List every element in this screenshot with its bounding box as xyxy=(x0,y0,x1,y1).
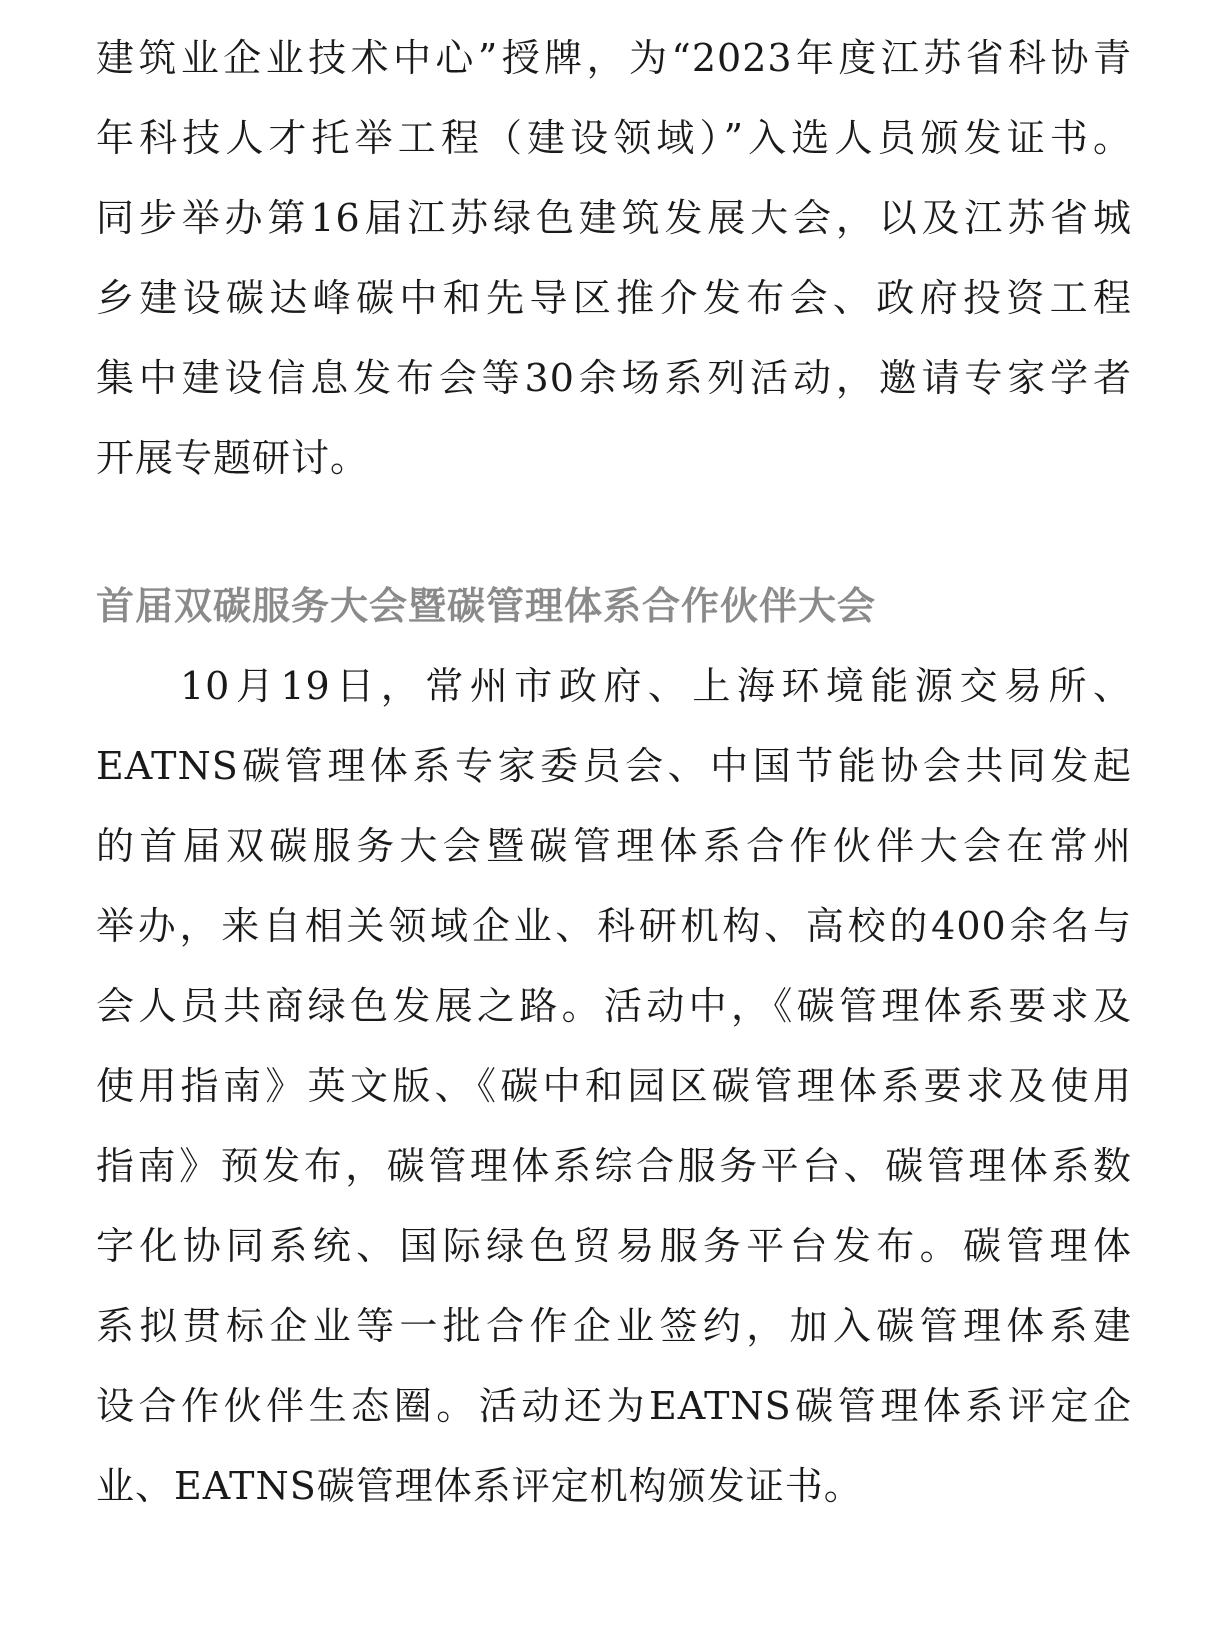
text-line: 使用指南》英文版、《碳中和园区碳管理体系要求及使用 xyxy=(96,1064,1132,1108)
text-line: 设合作伙伴生态圈。活动还为EATNS碳管理体系评定企 xyxy=(96,1384,1132,1428)
text-line: 系拟贯标企业等一批合作企业签约，加入碳管理体系建 xyxy=(96,1304,1132,1348)
text-line: 同步举办第16届江苏绿色建筑发展大会，以及江苏省城 xyxy=(96,196,1132,240)
text-line: 年科技人才托举工程（建设领域）”入选人员颁发证书。 xyxy=(96,116,1132,160)
text-line: 10月19日，常州市政府、上海环境能源交易所、 xyxy=(180,664,1132,708)
article-page xyxy=(96,18,1132,1526)
text-line: 的首届双碳服务大会暨碳管理体系合作伙伴大会在常州 xyxy=(96,824,1132,868)
text-line: 业、EATNS碳管理体系评定机构颁发证书。 xyxy=(96,1464,863,1508)
text-line: 建筑业企业技术中心”授牌，为“2023年度江苏省科协青 xyxy=(96,36,1132,80)
section-heading: 首届双碳服务大会暨碳管理体系合作伙伴大会 xyxy=(96,583,877,628)
text-line: 乡建设碳达峰碳中和先导区推介发布会、政府投资工程 xyxy=(96,276,1132,320)
text-line: 举办，来自相关领域企业、科研机构、高校的400余名与 xyxy=(96,904,1132,948)
text-line: 开展专题研讨。 xyxy=(96,436,370,480)
text-line: 集中建设信息发布会等30余场系列活动，邀请专家学者 xyxy=(96,356,1132,400)
text-line: 会人员共商绿色发展之路。活动中，《碳管理体系要求及 xyxy=(96,984,1132,1028)
text-line: 指南》预发布，碳管理体系综合服务平台、碳管理体系数 xyxy=(96,1144,1132,1188)
section-spacer xyxy=(96,498,1132,566)
text-line: 字化协同系统、国际绿色贸易服务平台发布。碳管理体 xyxy=(96,1224,1132,1268)
paragraph-continued xyxy=(96,18,1132,498)
text-line: EATNS碳管理体系专家委员会、中国节能协会共同发起 xyxy=(96,744,1132,788)
paragraph-body xyxy=(96,646,1132,1526)
